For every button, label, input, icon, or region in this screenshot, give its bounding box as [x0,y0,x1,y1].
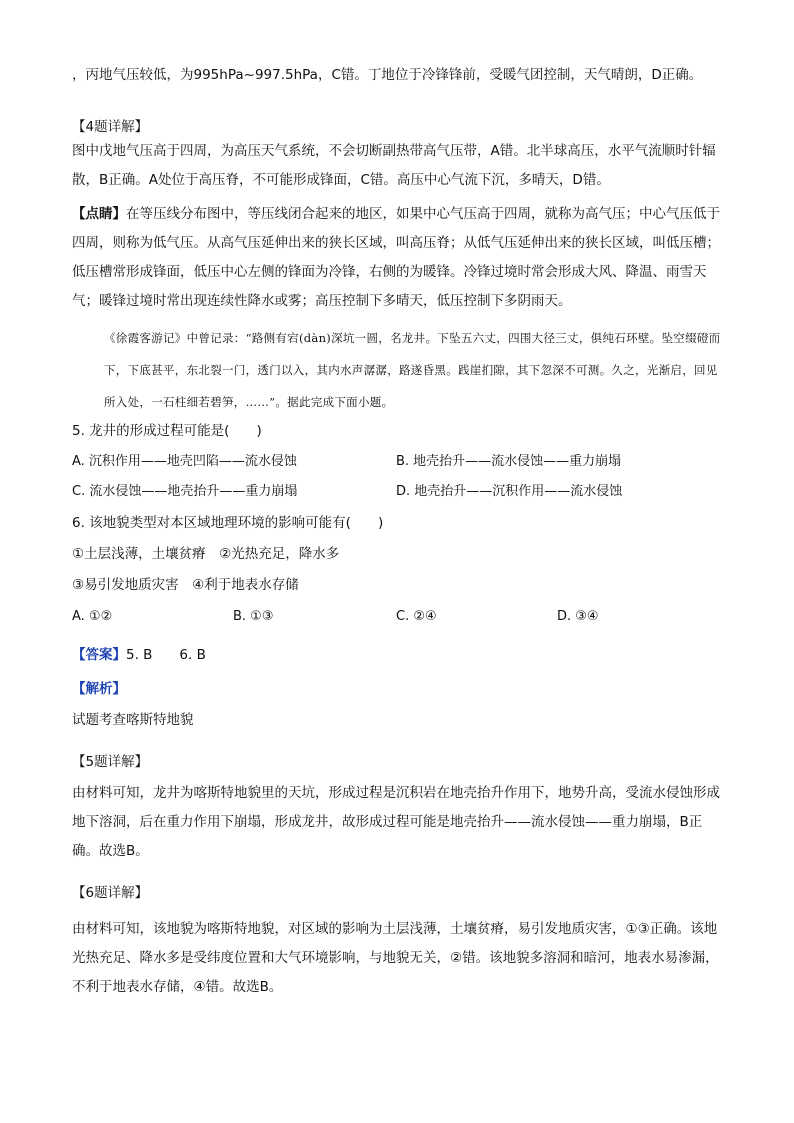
q6-option-d: D. ③④ [557,609,599,624]
q5-detail-heading: 【5题详解】 [72,754,149,770]
q6-statements-1: ①土层浅薄，土壤贫瘠 ②光热充足，降水多 [72,546,340,562]
q5-stem: 5. 龙井的形成过程可能是( ) [72,423,262,439]
q5-option-a: A. 沉积作用——地壳凹陷——流水侵蚀 [72,454,297,469]
analysis-body: 试题考查喀斯特地貌 [72,712,194,728]
reading-material: 《徐霞客游记》中曾记录：“路侧有宕(dàn)深坑一圆，名龙井。下坠五六丈，四围大径三丈，俱纯石环壁。坠空缀磴而下，下底甚平，东北裂一门，透门以入，其内水声潺潺，路遂昏黑。践崖扪隙，其下忽深不可测。久之，光渐启，回见所入处，一石柱细若碧笋，……”。据此完成下面小题。 [104,331,721,409]
answer-value: 5. B 6. B [126,647,206,663]
answer-label: 【答案】 [72,647,126,663]
tip-body: 在等压线分布图中，等压线闭合起来的地区，如果中心气压高于四周，就称为高气压；中心气压低于四周，则称为低气压。从高气压延伸出来的狭长区域，叫高压脊；从低气压延伸出来的狭长区域，叫低压槽；低压槽常形成锋面，低压中心左侧的锋面为冷锋，右侧的为暖锋。冷锋过境时常会形成大风、降温、雨雪天气；暖锋过境时常出现连续性降水或雾；高压控制下多晴天，低压控制下多阴雨天。 [72,206,720,309]
q6-stem: 6. 该地貌类型对本区域地理环境的影响可能有( ) [72,515,384,531]
q5-option-d: D. 地壳抬升——沉积作用——流水侵蚀 [396,484,623,499]
q6-detail-body: 由材料可知，该地貌为喀斯特地貌，对区域的影响为土层浅薄，土壤贫瘠，易引发地质灾害，①③正确。该地光热充足、降水多是受纬度位置和大气环境影响，与地貌无关，②错。该地貌多溶洞和暗河，地表水易渗漏，不利于地表水存储，④错。故选B。 [72,921,719,995]
q3-explanation-tail: ，丙地气压较低，为995hPa~997.5hPa，C错。丁地位于冷锋锋前，受暖气团控制，天气晴朗，D正确。 [72,67,703,83]
q4-detail-body: 图中戊地气压高于四周，为高压天气系统，不会切断副热带高气压带，A错。北半球高压，水平气流顺时针辐散，B正确。A处位于高压脊，不可能形成锋面，C错。高压中心气流下沉，多晴天，D错。 [72,143,716,188]
answer-line [72,641,724,670]
q5-option-b: B. 地壳抬升——流水侵蚀——重力崩塌 [396,454,622,469]
q6-option-b: B. ①③ [233,609,274,624]
q6-detail-heading: 【6题详解】 [72,885,149,901]
q5-option-c: C. 流水侵蚀——地壳抬升——重力崩塌 [72,484,298,499]
tip-paragraph [72,200,724,316]
tip-label: 【点睛】 [72,206,126,222]
q6-option-a: A. ①② [72,609,113,624]
q5-detail-body: 由材料可知，龙井为喀斯特地貌里的天坑，形成过程是沉积岩在地壳抬升作用下，地势升高，受流水侵蚀形成地下溶洞，后在重力作用下崩塌，形成龙井，故形成过程可能是地壳抬升——流水侵蚀——重力崩塌，B正确。故选B。 [72,785,720,859]
analysis-label: 【解析】 [72,681,126,697]
analysis-heading [72,675,724,704]
q6-statements-2: ③易引发地质灾害 ④利于地表水存储 [72,577,299,593]
q6-option-c: C. ②④ [396,609,437,624]
q4-detail-heading: 【4题详解】 [72,119,149,135]
